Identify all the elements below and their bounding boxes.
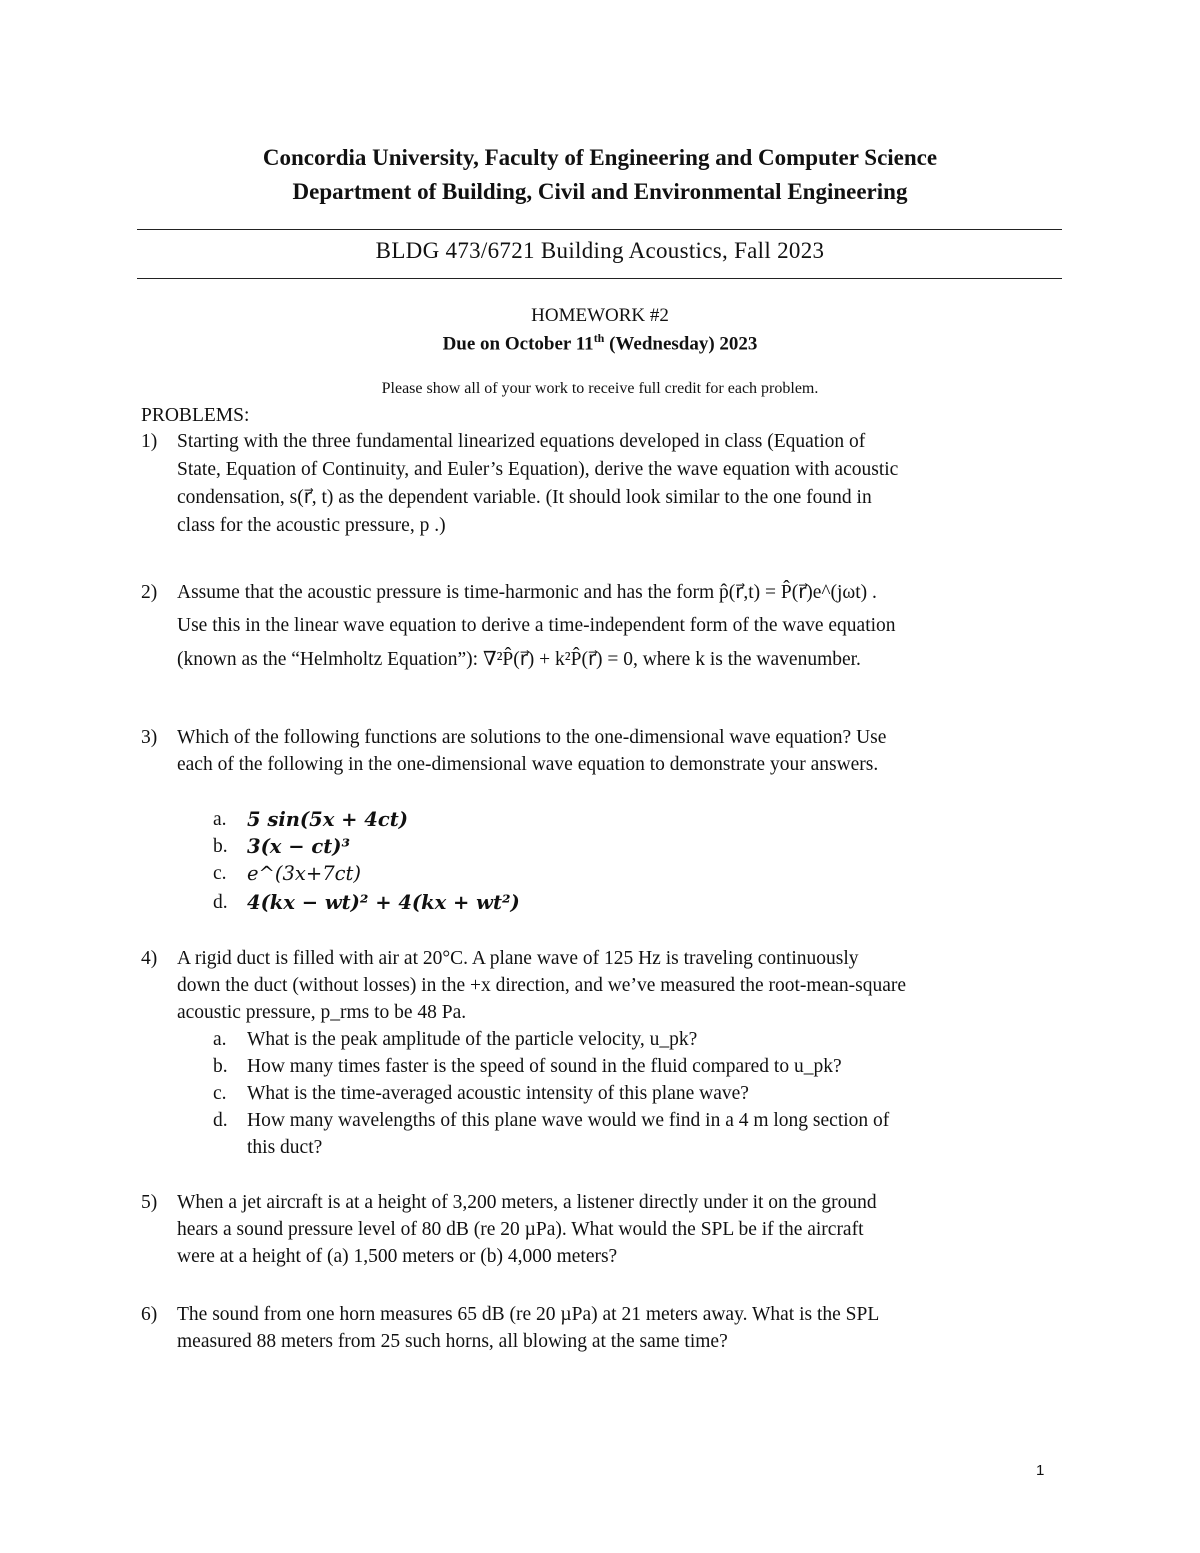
problem-3-number: 3) <box>141 727 158 748</box>
instructions-note: Please show all of your work to receive full credit for each problem. <box>381 380 819 397</box>
problem-4b-label: b. <box>213 1056 228 1077</box>
problem-6-number: 6) <box>141 1304 158 1325</box>
problem-3c-expression: e^(3x+7ct) <box>247 862 362 885</box>
problem-4b-text: How many times faster is the speed of sound in the fluid compared to u_pk? <box>247 1056 842 1077</box>
problem-3d-expression: 4(kx − wt)² + 4(kx + wt²) <box>247 891 520 914</box>
problem-1-number: 1) <box>141 431 158 452</box>
problem-4d-text: How many wavelengths of this plane wave would we find in a 4 m long section of <box>247 1110 890 1131</box>
problem-3b-expression: 3(x − ct)³ <box>247 835 350 858</box>
problem-3-line-1: Which of the following functions are solutions to the one-dimensional wave equation? Use <box>177 727 887 748</box>
problem-5-line-1: When a jet aircraft is at a height of 3,200 meters, a listener directly under it on the ground <box>177 1192 877 1213</box>
page-number: 1 <box>1036 1462 1045 1479</box>
problem-6-line-2: measured 88 meters from 25 such horns, all blowing at the same time? <box>177 1331 728 1352</box>
problem-4d-label: d. <box>213 1110 228 1131</box>
homework-title: HOMEWORK #2 <box>531 305 669 326</box>
top-rule <box>137 229 1062 230</box>
problem-4-line-3: acoustic pressure, p_rms to be 48 Pa. <box>177 1002 467 1023</box>
problem-2-line-1: Assume that the acoustic pressure is time-harmonic and has the form p̂(r⃗,t) = P̂(r⃗)e^(jωt) . <box>177 582 877 603</box>
problem-1-line-1: Starting with the three fundamental linearized equations developed in class (Equation of <box>177 431 866 452</box>
problem-3b-label: b. <box>213 836 228 857</box>
problem-4-number: 4) <box>141 948 158 969</box>
problem-3a-expression: 5 sin(5x + 4ct) <box>247 808 408 831</box>
problem-3a-label: a. <box>213 809 227 830</box>
problem-4-line-2: down the duct (without losses) in the +x direction, and we’ve measured the root-mean-square <box>177 975 907 996</box>
course-title: BLDG 473/6721 Building Acoustics, Fall 2023 <box>375 238 825 263</box>
problem-4-line-1: A rigid duct is filled with air at 20°C. A plane wave of 125 Hz is traveling continuously <box>177 948 859 969</box>
problem-2-line-2: Use this in the linear wave equation to derive a time-independent form of the wave equation <box>177 615 896 636</box>
problem-4a-text: What is the peak amplitude of the particle velocity, u_pk? <box>247 1029 698 1050</box>
problem-6-line-1: The sound from one horn measures 65 dB (re 20 µPa) at 21 meters away. What is the SPL <box>177 1304 880 1325</box>
problem-2-line-3: (known as the “Helmholtz Equation”): ∇²P̂(r⃗) + k²P̂(r⃗) = 0, where k is the wavenumber. <box>177 649 861 670</box>
bottom-rule <box>137 278 1062 279</box>
department-title: Department of Building, Civil and Environmental Engineering <box>292 179 908 204</box>
problem-4c-text: What is the time-averaged acoustic intensity of this plane wave? <box>247 1083 749 1104</box>
problem-4c-label: c. <box>213 1083 227 1104</box>
problem-5-line-2: hears a sound pressure level of 80 dB (re 20 µPa). What would the SPL be if the aircraft <box>177 1219 864 1240</box>
problem-4d-text-continued: this duct? <box>247 1137 323 1158</box>
problem-3c-label: c. <box>213 863 227 884</box>
university-title: Concordia University, Faculty of Engineering and Computer Science <box>262 145 938 170</box>
problem-1-line-4: class for the acoustic pressure, p .) <box>177 515 446 536</box>
problem-5-number: 5) <box>141 1192 158 1213</box>
problem-2-number: 2) <box>141 582 158 603</box>
problem-1-line-2: State, Equation of Continuity, and Euler’s Equation), derive the wave equation with acoustic <box>177 459 899 480</box>
problems-heading: PROBLEMS: <box>141 405 250 426</box>
problem-4a-label: a. <box>213 1029 227 1050</box>
due-date: Due on October 11th (Wednesday) 2023 <box>442 331 758 355</box>
problem-5-line-3: were at a height of (a) 1,500 meters or (b) 4,000 meters? <box>177 1246 618 1267</box>
problem-1-line-3: condensation, s(r⃗, t) as the dependent variable. (It should look similar to the one found in <box>177 487 872 508</box>
problem-3-line-2: each of the following in the one-dimensional wave equation to demonstrate your answers. <box>177 754 879 775</box>
problem-3d-label: d. <box>213 892 228 913</box>
